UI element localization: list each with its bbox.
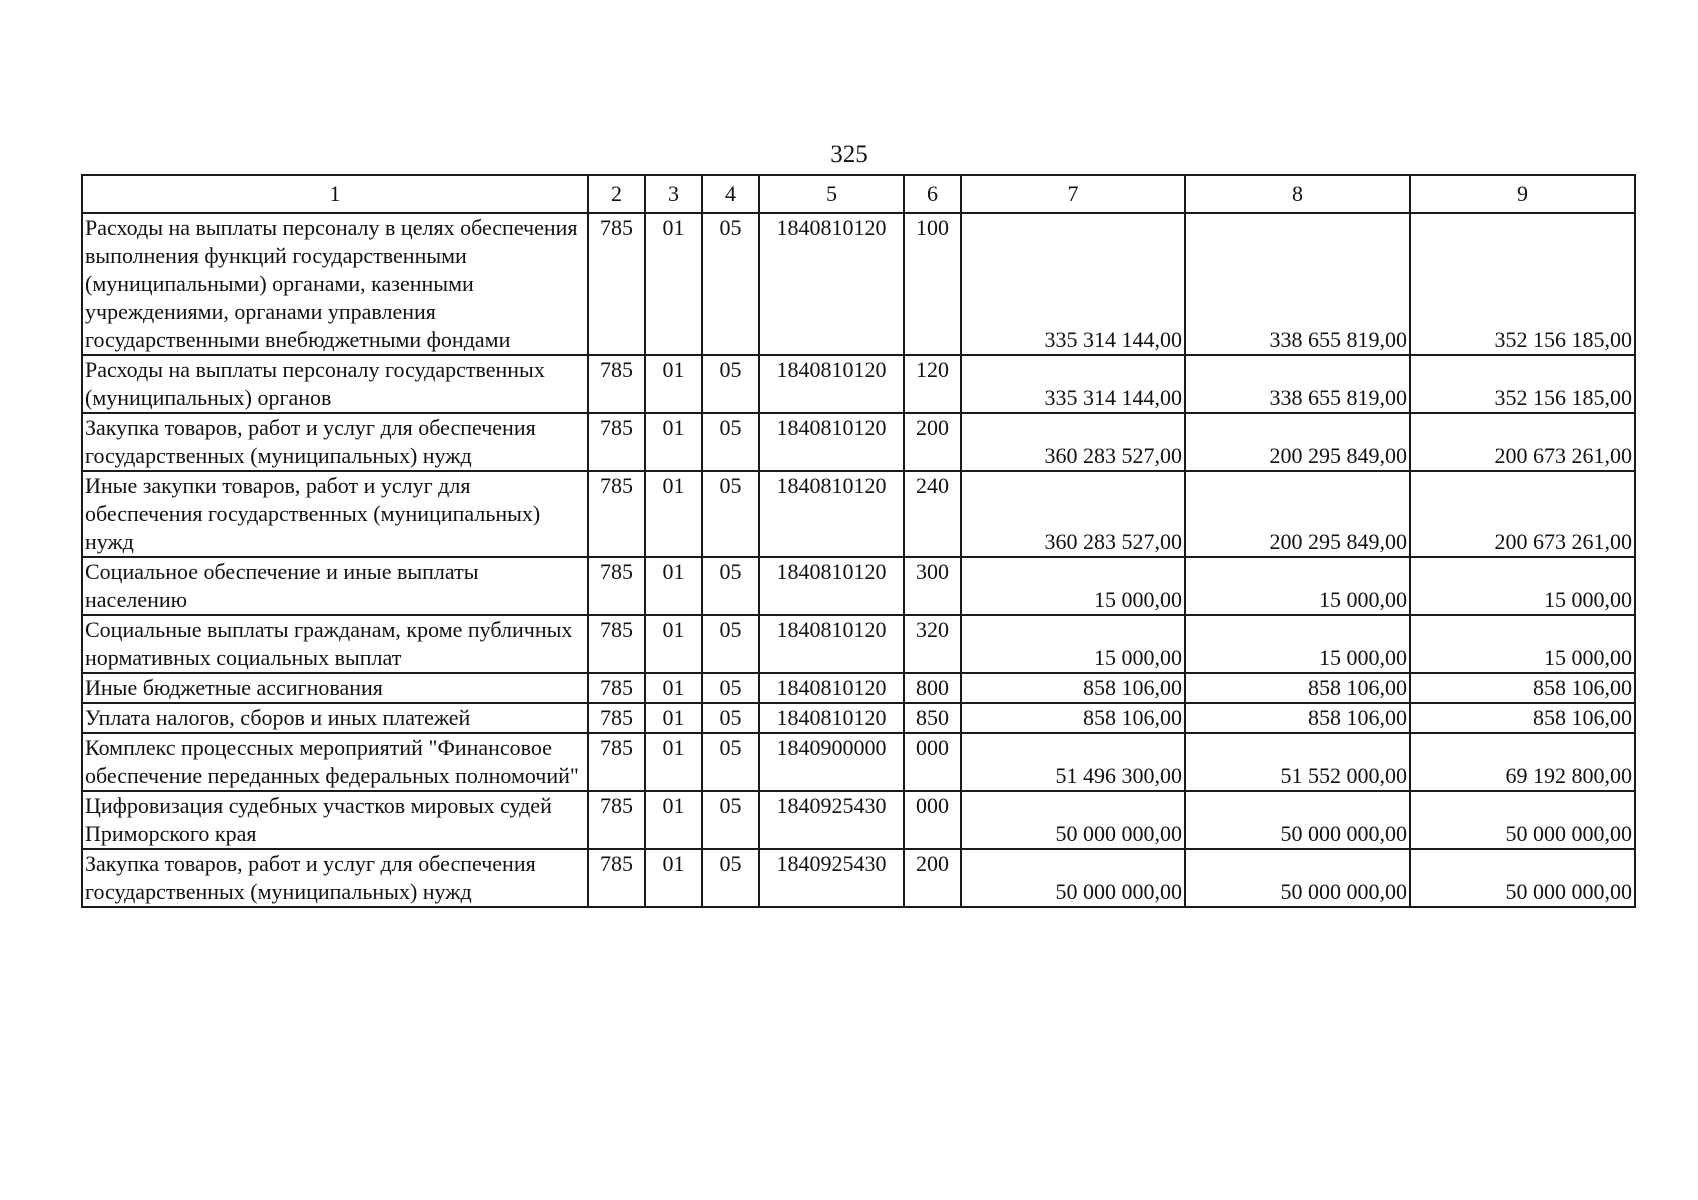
row-code: 785 [588,849,645,907]
row-amount: 858 106,00 [1410,703,1635,733]
column-header: 1 [82,175,588,213]
table-row [82,213,1635,355]
table-row [82,615,1635,673]
row-code: 785 [588,355,645,413]
row-code: 05 [702,733,759,791]
row-code: 05 [702,413,759,471]
row-amount: 360 283 527,00 [961,413,1185,471]
row-code: 785 [588,213,645,355]
row-code: 300 [904,557,961,615]
row-code: 785 [588,557,645,615]
table-row [82,733,1635,791]
row-amount: 50 000 000,00 [1410,791,1635,849]
row-code: 320 [904,615,961,673]
row-code: 1840810120 [759,413,904,471]
row-code: 01 [645,791,702,849]
row-amount: 50 000 000,00 [961,791,1185,849]
row-code: 1840925430 [759,849,904,907]
row-amount: 50 000 000,00 [1185,791,1410,849]
row-code: 05 [702,471,759,557]
table-row [82,673,1635,703]
row-code: 1840810120 [759,615,904,673]
row-code: 785 [588,413,645,471]
column-header: 2 [588,175,645,213]
row-code: 800 [904,673,961,703]
table-row [82,791,1635,849]
row-code: 05 [702,213,759,355]
row-amount: 200 295 849,00 [1185,413,1410,471]
row-name: Иные бюджетные ассигнования [82,673,588,703]
row-code: 01 [645,413,702,471]
row-amount: 15 000,00 [1185,615,1410,673]
row-code: 01 [645,213,702,355]
row-code: 240 [904,471,961,557]
column-header: 5 [759,175,904,213]
row-code: 1840810120 [759,673,904,703]
table-row [82,413,1635,471]
row-amount: 360 283 527,00 [961,471,1185,557]
row-amount: 335 314 144,00 [961,355,1185,413]
row-code: 850 [904,703,961,733]
row-amount: 50 000 000,00 [1185,849,1410,907]
row-code: 01 [645,703,702,733]
row-code: 000 [904,791,961,849]
row-name: Уплата налогов, сборов и иных платежей [82,703,588,733]
table-row [82,355,1635,413]
row-code: 200 [904,849,961,907]
row-code: 785 [588,673,645,703]
row-amount: 51 496 300,00 [961,733,1185,791]
row-amount: 338 655 819,00 [1185,355,1410,413]
row-amount: 50 000 000,00 [961,849,1185,907]
row-code: 1840810120 [759,703,904,733]
column-header: 3 [645,175,702,213]
row-amount: 858 106,00 [1185,703,1410,733]
row-code: 1840900000 [759,733,904,791]
row-code: 05 [702,673,759,703]
row-amount: 15 000,00 [961,557,1185,615]
table-row [82,849,1635,907]
table-row [82,471,1635,557]
row-amount: 858 106,00 [1410,673,1635,703]
row-name: Закупка товаров, работ и услуг для обеспечения государственных (муниципальных) нужд [82,849,588,907]
budget-table [81,174,1636,908]
row-code: 1840810120 [759,213,904,355]
row-code: 000 [904,733,961,791]
row-code: 05 [702,849,759,907]
row-amount: 69 192 800,00 [1410,733,1635,791]
row-name: Социальное обеспечение и иные выплаты населению [82,557,588,615]
row-code: 01 [645,673,702,703]
row-code: 120 [904,355,961,413]
row-code: 01 [645,849,702,907]
row-code: 1840810120 [759,355,904,413]
row-amount: 15 000,00 [1410,557,1635,615]
row-code: 01 [645,355,702,413]
row-code: 01 [645,733,702,791]
row-code: 785 [588,471,645,557]
row-code: 01 [645,557,702,615]
row-code: 05 [702,355,759,413]
header-row [82,175,1635,213]
row-name: Расходы на выплаты персоналу в целях обеспечения выполнения функций государственными (муниципальными) органами, казенными учреждениями, органами управления государственными внебюджетными фондами [82,213,588,355]
row-code: 05 [702,557,759,615]
row-code: 05 [702,791,759,849]
row-code: 785 [588,733,645,791]
row-amount: 335 314 144,00 [961,213,1185,355]
row-code: 1840810120 [759,471,904,557]
row-code: 785 [588,703,645,733]
row-amount: 200 673 261,00 [1410,413,1635,471]
column-header: 8 [1185,175,1410,213]
row-code: 01 [645,471,702,557]
row-amount: 858 106,00 [1185,673,1410,703]
row-code: 05 [702,615,759,673]
row-amount: 15 000,00 [961,615,1185,673]
row-amount: 50 000 000,00 [1410,849,1635,907]
row-name: Расходы на выплаты персоналу государственных (муниципальных) органов [82,355,588,413]
row-amount: 858 106,00 [961,703,1185,733]
row-code: 200 [904,413,961,471]
column-header: 9 [1410,175,1635,213]
row-code: 05 [702,703,759,733]
row-amount: 352 156 185,00 [1410,213,1635,355]
row-amount: 200 295 849,00 [1185,471,1410,557]
row-name: Комплекс процессных мероприятий "Финансовое обеспечение переданных федеральных полномочий" [82,733,588,791]
page-number: 325 [830,141,868,168]
table-row [82,557,1635,615]
row-code: 785 [588,791,645,849]
row-code: 01 [645,615,702,673]
column-header: 6 [904,175,961,213]
column-header: 4 [702,175,759,213]
row-amount: 200 673 261,00 [1410,471,1635,557]
row-amount: 15 000,00 [1410,615,1635,673]
row-name: Цифровизация судебных участков мировых судей Приморского края [82,791,588,849]
row-code: 1840925430 [759,791,904,849]
row-amount: 51 552 000,00 [1185,733,1410,791]
row-name: Иные закупки товаров, работ и услуг для обеспечения государственных (муниципальных) нужд [82,471,588,557]
row-code: 785 [588,615,645,673]
row-code: 100 [904,213,961,355]
row-name: Социальные выплаты гражданам, кроме публичных нормативных социальных выплат [82,615,588,673]
row-amount: 15 000,00 [1185,557,1410,615]
column-header: 7 [961,175,1185,213]
row-amount: 352 156 185,00 [1410,355,1635,413]
row-name: Закупка товаров, работ и услуг для обеспечения государственных (муниципальных) нужд [82,413,588,471]
row-code: 1840810120 [759,557,904,615]
table-row [82,703,1635,733]
row-amount: 858 106,00 [961,673,1185,703]
row-amount: 338 655 819,00 [1185,213,1410,355]
